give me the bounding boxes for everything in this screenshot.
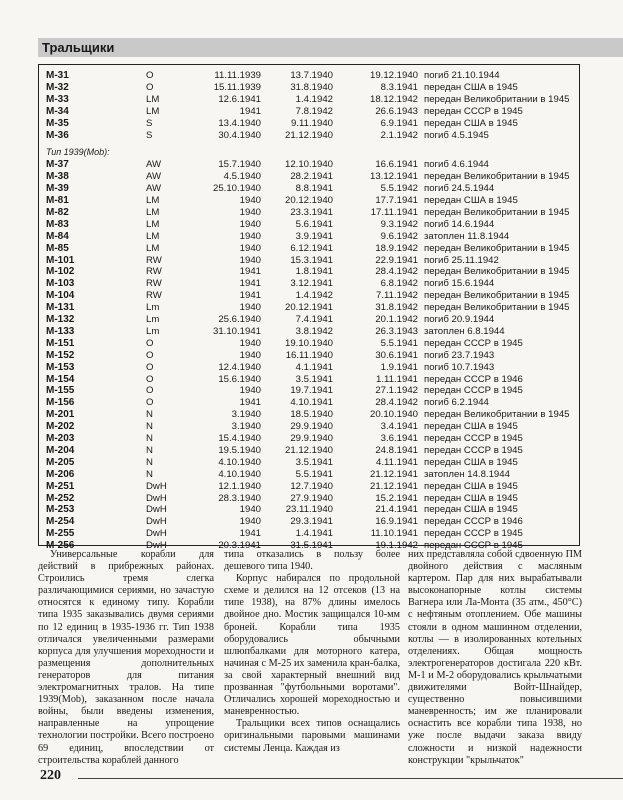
ship-type: O: [146, 397, 154, 409]
laid-down-date: 1940: [239, 349, 261, 361]
fate-note: передан США в 1945: [424, 480, 518, 492]
laid-down-date: 15.7.1940: [218, 159, 261, 171]
paragraph: них представляла собой сдвоенную ПМ двойного действия с масляным картером. Пар для них вырабатывали высоконапорные котлы системы Вагнера или Ла-Монта (35 атм., 450°С) с нефтяным отоплением. Обе машины стояли в одном машинном отделении, котлы — в изолированных котельных отделениях. Общая мощность электрогенераторов достигала 220 кВт. М-1 и М-2 оборудовались крыльчатыми движителями Войт-Шнайдер, существенно повысившими маневренность; им же планировали оснастить все корабли типа 1938, но уже после выдачи заказа ввиду сложности и низкой надежности конструкции "крыльчаток": [408, 549, 582, 766]
ship-name: М-85: [46, 242, 69, 254]
fate-note: передан СССР в 1945: [424, 385, 523, 397]
text-column-2: [224, 549, 400, 755]
laid-down-date: 28.3.1940: [218, 492, 261, 504]
commission-date: 1.11.1941: [376, 373, 418, 385]
ship-name: М-205: [46, 456, 75, 468]
commission-date: 24.8.1941: [375, 444, 418, 456]
launch-date: 19.10.1940: [284, 337, 333, 349]
ship-type: S: [146, 129, 153, 141]
ship-name: М-31: [46, 70, 69, 81]
ship-name: М-37: [46, 159, 69, 171]
laid-down-date: 1940: [239, 516, 261, 528]
laid-down-date: 1940: [239, 195, 261, 206]
launch-date: 21.12.1940: [284, 129, 333, 141]
fate-note: передан СССР в 1945: [424, 528, 523, 540]
ship-name: М-254: [46, 516, 75, 528]
section-title: Тральщики: [42, 40, 115, 55]
ship-type: O: [146, 70, 154, 81]
launch-date: 20.12.1940: [284, 195, 333, 206]
laid-down-date: 12.1.1940: [218, 480, 261, 492]
launch-date: 9.11.1940: [291, 117, 333, 129]
launch-date: 23.11.1940: [285, 504, 333, 516]
launch-date: 1.4.1942: [295, 93, 333, 105]
ship-type: Lm: [146, 325, 160, 337]
laid-down-date: 3.1940: [231, 421, 261, 433]
ship-name: М-156: [46, 397, 75, 409]
launch-date: 1.8.1941: [295, 266, 333, 278]
ship-type: LM: [146, 218, 160, 230]
ship-type: O: [146, 361, 154, 373]
ship-type: O: [146, 337, 154, 349]
fate-note: передан США в 1945: [424, 492, 518, 504]
laid-down-date: 1941: [239, 528, 261, 540]
commission-date: 5.5.1942: [380, 183, 418, 195]
ship-type: LM: [146, 93, 160, 105]
launch-date: 4.1.1941: [295, 361, 333, 373]
ship-name: М-81: [46, 195, 69, 206]
commission-date: 28.4.1942: [375, 397, 418, 409]
commission-date: 3.6.1941: [380, 433, 418, 444]
fate-note: затоплен 11.8.1944: [424, 230, 510, 242]
commission-date: 18.9.1942: [375, 242, 418, 254]
launch-date: 3.9.1941: [295, 230, 333, 242]
laid-down-date: 1940: [239, 242, 261, 254]
laid-down-date: 4.10.1940: [218, 456, 261, 468]
launch-date: 1.4.1942: [295, 290, 333, 302]
ship-type: AW: [146, 183, 162, 195]
ship-type: O: [146, 349, 154, 361]
ship-type: Lm: [146, 302, 160, 314]
ship-type: N: [146, 456, 153, 468]
fate-note: передан США в 1945: [424, 81, 518, 93]
ship-name: М-132: [46, 314, 75, 325]
laid-down-date: 1940: [239, 230, 261, 242]
commission-date: 13.12.1941: [369, 171, 418, 183]
launch-date: 16.11.1940: [285, 349, 333, 361]
launch-date: 1.4.1941: [295, 528, 333, 540]
ship-name: М-255: [46, 528, 75, 540]
fate-note: передан Великобритании в 1945: [424, 206, 570, 218]
laid-down-date: 1941: [239, 278, 261, 290]
launch-date: 3.8.1942: [295, 325, 333, 337]
laid-down-date: 4.10.1940: [218, 468, 261, 480]
fate-note: погиб 23.7.1943: [424, 349, 495, 361]
fate-note: передан СССР в 1946: [424, 516, 523, 528]
fate-note: передан США в 1945: [424, 195, 518, 206]
fate-note: погиб 14.6.1944: [424, 218, 495, 230]
laid-down-date: 1940: [239, 504, 261, 516]
ship-type: O: [146, 81, 154, 93]
commission-date: 6.8.1942: [380, 278, 418, 290]
commission-date: 8.3.1941: [380, 81, 418, 93]
ship-type: O: [146, 385, 154, 397]
section-header: [38, 38, 623, 57]
launch-date: 29.3.1941: [290, 516, 333, 528]
ship-type: DwH: [146, 516, 167, 528]
commission-date: 16.9.1941: [375, 516, 418, 528]
launch-date: 18.5.1940: [290, 409, 333, 421]
fate-note: передан Великобритании в 1945: [424, 93, 570, 105]
ship-type: RW: [146, 290, 162, 302]
commission-date: 15.2.1941: [375, 492, 418, 504]
ship-type: N: [146, 468, 153, 480]
laid-down-date: 1940: [239, 337, 261, 349]
ship-type: LM: [146, 230, 160, 242]
commission-date: 28.4.1942: [375, 266, 418, 278]
ship-type: DwH: [146, 480, 167, 492]
commission-date: 26.6.1943: [375, 105, 418, 117]
ship-name: М-39: [46, 183, 69, 195]
laid-down-date: 31.10.1941: [212, 325, 261, 337]
fate-note: погиб 4.5.1945: [424, 129, 489, 141]
laid-down-date: 11.11.1939: [214, 70, 261, 81]
ship-name: М-253: [46, 504, 75, 516]
launch-date: 23.3.1941: [290, 206, 333, 218]
commission-date: 9.6.1942: [380, 230, 418, 242]
commission-date: 19.12.1940: [369, 70, 418, 81]
fate-note: передан США в 1945: [424, 421, 518, 433]
commission-date: 3.4.1941: [380, 421, 418, 433]
commission-date: 20.10.1940: [369, 409, 418, 421]
launch-date: 3.5.1941: [295, 456, 333, 468]
ship-name: М-35: [46, 117, 69, 129]
fate-note: передан Великобритании в 1945: [424, 409, 570, 421]
commission-date: 2.1.1942: [380, 129, 418, 141]
paragraph: Корпус набирался по продольной схеме и делился на 12 отсеков (13 на типе 1938), на 87% длины имелось двойное дно. Мостик защищался 10-мм броней. Корабли типа 1935 оборудовались обычными шлюпбалками для моторного катера, начиная с М-25 их заменила кран-балка, за свой характерный внешний вид прозванная "футбольными воротами". Отличались хорошей мореходностью и маневренностью.: [224, 573, 400, 718]
laid-down-date: 4.5.1940: [223, 171, 261, 183]
commission-date: 4.11.1941: [376, 456, 418, 468]
fate-note: затоплен 14.8.1944: [424, 468, 510, 480]
table-subheading: Тип 1939(Mob):: [46, 147, 110, 158]
laid-down-date: 15.4.1940: [218, 433, 261, 444]
launch-date: 4.10.1941: [290, 397, 333, 409]
ship-name: М-206: [46, 468, 75, 480]
ship-type: AW: [146, 159, 162, 171]
ship-type: DwH: [146, 504, 167, 516]
launch-date: 29.9.1940: [290, 421, 333, 433]
ship-name: М-82: [46, 206, 69, 218]
laid-down-date: 1941: [239, 397, 261, 409]
ship-type: N: [146, 444, 153, 456]
ship-type: LM: [146, 206, 160, 218]
fate-note: погиб 4.6.1944: [424, 159, 489, 171]
fate-note: передан СССР в 1945: [424, 105, 523, 117]
fate-note: передан Великобритании в 1945: [424, 171, 570, 183]
commission-date: 20.1.1942: [375, 314, 418, 325]
ship-type: RW: [146, 254, 162, 266]
ship-name: М-38: [46, 171, 69, 183]
commission-date: 1.9.1941: [380, 361, 418, 373]
fate-note: погиб 6.2.1944: [424, 397, 489, 409]
ship-type: DwH: [146, 492, 167, 504]
commission-date: 9.3.1942: [380, 218, 418, 230]
ship-table: [38, 64, 580, 552]
ship-name: М-33: [46, 93, 69, 105]
fate-note: передан Великобритании в 1945: [424, 302, 570, 314]
fate-note: погиб 25.11.1942: [424, 254, 499, 266]
fate-note: погиб 21.10.1944: [424, 70, 500, 81]
fate-note: передан Великобритании в 1945: [424, 266, 570, 278]
launch-date: 31.8.1940: [290, 81, 333, 93]
fate-note: передан СССР в 1945: [424, 540, 523, 552]
launch-date: 7.4.1941: [295, 314, 333, 325]
laid-down-date: 15.6.1940: [218, 373, 261, 385]
ship-type: LM: [146, 195, 160, 206]
ship-name: М-101: [46, 254, 75, 266]
laid-down-date: 13.4.1940: [218, 117, 261, 129]
launch-date: 8.8.1941: [295, 183, 333, 195]
laid-down-date: 1941: [239, 105, 261, 117]
ship-name: М-155: [46, 385, 75, 397]
launch-date: 29.9.1940: [290, 433, 333, 444]
ship-name: М-202: [46, 421, 75, 433]
launch-date: 15.3.1941: [290, 254, 333, 266]
launch-date: 3.5.1941: [295, 373, 333, 385]
ship-name: М-151: [46, 337, 75, 349]
fate-note: погиб 24.5.1944: [424, 183, 495, 195]
laid-down-date: 15.11.1939: [213, 81, 261, 93]
laid-down-date: 19.5.1940: [218, 444, 261, 456]
launch-date: 12.7.1940: [290, 480, 333, 492]
ship-type: DwH: [146, 540, 167, 552]
ship-type: Lm: [146, 314, 160, 325]
launch-date: 28.2.1941: [290, 171, 333, 183]
ship-type: AW: [146, 171, 162, 183]
commission-date: 16.6.1941: [375, 159, 418, 171]
commission-date: 21.12.1941: [369, 480, 418, 492]
ship-name: М-83: [46, 218, 69, 230]
laid-down-date: 12.6.1941: [218, 93, 261, 105]
ship-type: DwH: [146, 528, 167, 540]
fate-note: затоплен 6.8.1944: [424, 325, 505, 337]
ship-type: RW: [146, 266, 162, 278]
ship-name: М-102: [46, 266, 75, 278]
launch-date: 6.12.1941: [290, 242, 333, 254]
launch-date: 3.12.1941: [290, 278, 333, 290]
ship-type: LM: [146, 105, 160, 117]
fate-note: передан Великобритании в 1945: [424, 290, 570, 302]
ship-name: М-201: [46, 409, 75, 421]
commission-date: 26.3.1943: [375, 325, 418, 337]
ship-type: N: [146, 409, 153, 421]
fate-note: погиб 15.6.1944: [424, 278, 495, 290]
ship-type: S: [146, 117, 153, 129]
launch-date: 19.7.1941: [290, 385, 333, 397]
fate-note: погиб 10.7.1943: [424, 361, 495, 373]
footer-rule: [78, 778, 623, 779]
ship-name: М-251: [46, 480, 75, 492]
fate-note: передан Великобритании в 1945: [424, 242, 570, 254]
launch-date: 13.7.1940: [290, 70, 333, 81]
launch-date: 20.12.1941: [284, 302, 333, 314]
launch-date: 21.12.1940: [284, 444, 333, 456]
ship-name: М-103: [46, 278, 75, 290]
launch-date: 27.9.1940: [290, 492, 333, 504]
paragraph: Тральщики всех типов оснащались оригинальными паровыми машинами системы Ленца. Каждая из: [224, 718, 400, 754]
paragraph: Универсальные корабли для действий в прибрежных районах. Строились тремя слегка различающимися сериями, но зачастую относятся к единому типу. Корабли типа 1935 заказывались двумя сериями по 12 единиц в 1935-1936 гг. Тип 1938 отличался увеличенными размерами корпуса для улучшения мореходности и размещения дополнительных генераторов для питания электромагнитных тралов. На типе 1939(Mob), заказанном после начала войны, были введены изменения, направленные на упрощение технологии постройки. Всего построено 69 единиц, впоследствии от строительства кораблей данного: [38, 549, 214, 766]
fate-note: передан США в 1945: [424, 456, 518, 468]
fate-note: передан СССР в 1945: [424, 433, 523, 444]
ship-type: N: [146, 433, 153, 444]
laid-down-date: 3.1940: [231, 409, 261, 421]
ship-type: RW: [146, 278, 162, 290]
launch-date: 12.10.1940: [284, 159, 333, 171]
commission-date: 22.9.1941: [375, 254, 418, 266]
ship-type: O: [146, 373, 154, 385]
launch-date: 5.5.1941: [295, 468, 333, 480]
fate-note: передан СССР в 1946: [424, 373, 523, 385]
ship-type: N: [146, 421, 153, 433]
ship-name: М-256: [46, 540, 75, 552]
laid-down-date: 12.4.1940: [218, 361, 261, 373]
laid-down-date: 30.4.1940: [218, 129, 261, 141]
ship-name: М-203: [46, 433, 75, 444]
ship-name: М-133: [46, 325, 75, 337]
ship-name: М-131: [46, 302, 75, 314]
commission-date: 5.5.1941: [380, 337, 418, 349]
ship-name: М-153: [46, 361, 75, 373]
ship-name: М-84: [46, 230, 69, 242]
launch-date: 5.6.1941: [295, 218, 333, 230]
commission-date: 17.7.1941: [375, 195, 418, 206]
laid-down-date: 25.10.1940: [212, 183, 261, 195]
fate-note: погиб 20.9.1944: [424, 314, 495, 325]
ship-name: М-252: [46, 492, 75, 504]
paragraph: типа отказались в пользу более дешевого типа 1940.: [224, 549, 400, 573]
ship-name: М-204: [46, 444, 75, 456]
commission-date: 21.4.1941: [375, 504, 418, 516]
launch-date: 31.5.1941: [290, 540, 333, 552]
laid-down-date: 1941: [239, 266, 261, 278]
ship-type: LM: [146, 242, 160, 254]
ship-name: М-32: [46, 81, 69, 93]
fate-note: передан СССР в 1945: [424, 337, 523, 349]
laid-down-date: 25.6.1940: [218, 314, 261, 325]
fate-note: передан США в 1945: [424, 117, 518, 129]
laid-down-date: 1940: [239, 302, 261, 314]
ship-name: М-36: [46, 129, 69, 141]
commission-date: 17.11.1941: [370, 206, 418, 218]
laid-down-date: 1940: [239, 254, 261, 266]
page-number: 220: [40, 768, 61, 783]
ship-name: М-104: [46, 290, 75, 302]
laid-down-date: 1941: [239, 290, 261, 302]
commission-date: 18.12.1942: [369, 93, 418, 105]
fate-note: передан США в 1945: [424, 504, 518, 516]
commission-date: 19.1.1942: [375, 540, 418, 552]
fate-note: передан СССР в 1945: [424, 444, 523, 456]
text-column-1: [38, 549, 214, 767]
commission-date: 11.10.1941: [370, 528, 418, 540]
laid-down-date: 1940: [239, 385, 261, 397]
commission-date: 21.12.1941: [369, 468, 418, 480]
ship-name: М-154: [46, 373, 75, 385]
laid-down-date: 20.3.1941: [218, 540, 261, 552]
launch-date: 7.8.1942: [295, 105, 333, 117]
laid-down-date: 1940: [239, 218, 261, 230]
commission-date: 27.1.1942: [375, 385, 418, 397]
laid-down-date: 1940: [239, 206, 261, 218]
commission-date: 6.9.1941: [380, 117, 418, 129]
commission-date: 30.6.1941: [375, 349, 418, 361]
text-column-3: [408, 549, 582, 767]
commission-date: 7.11.1942: [376, 290, 418, 302]
ship-name: М-152: [46, 349, 75, 361]
commission-date: 31.8.1942: [375, 302, 418, 314]
ship-name: М-34: [46, 105, 69, 117]
